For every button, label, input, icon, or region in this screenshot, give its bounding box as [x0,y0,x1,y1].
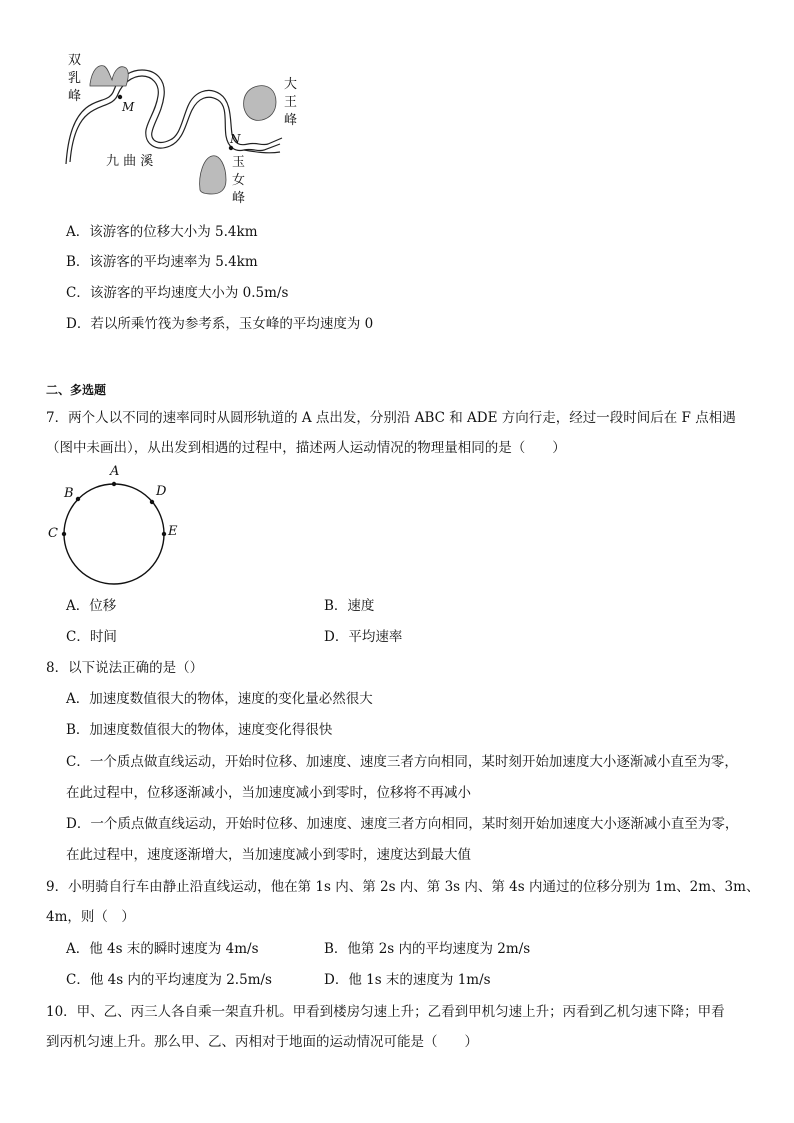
point-c-dot [62,532,66,536]
q7-option-c: C．时间 [66,629,117,645]
yunv-char-3: 峰 [232,191,246,206]
q8-stem: 8．以下说法正确的是（） [46,660,204,676]
q8-option-c-line1: C．一个质点做直线运动，开始时位移、加速度、速度三者方向相同，某时刻开始加速度大小逐渐减小直至为零， [66,754,738,770]
circle-label-e: E [168,524,178,539]
circle-label-a: A [110,464,120,479]
circle-label-d: D [156,484,167,499]
yunv-peak-shape [200,156,226,194]
jiuqu-river-map [58,40,308,215]
dawang-char-2: 王 [284,95,298,110]
q7-stem-line1: 7．两个人以不同的速率同时从圆形轨道的 A 点出发，分别沿 ABC 和 ADE 方向行走，经过一段时间后在 F 点相遇 [46,410,736,426]
point-n-dot [229,146,233,150]
shuangru-peak-shape [90,66,128,86]
point-n-label: N [230,132,241,146]
q9-option-b: B．他第 2s 内的平均速度为 2m/s [324,941,531,957]
q8-option-b: B．加速度数值很大的物体，速度变化得很快 [66,722,333,738]
circular-track-figure [42,462,192,592]
point-m-dot [118,95,122,99]
q7-option-a: A．位移 [66,598,117,614]
point-a-dot [112,482,116,486]
point-e-dot [162,532,166,536]
q9-option-c: C．他 4s 内的平均速度为 2.5m/s [66,972,272,988]
section-title: 二、多选题 [46,383,107,397]
dawang-peak-shape [244,86,276,121]
point-m-label: M [122,100,135,114]
q9-option-a: A．他 4s 末的瞬时速度为 4m/s [66,941,259,957]
q7-stem-line2: （图中未画出），从出发到相遇的过程中，描述两人运动情况的物理量相同的是（ ） [46,440,566,456]
q8-option-c-line2: 在此过程中，位移逐渐减小，当加速度减小到零时，位移将不再减小 [66,785,471,801]
q6-option-a: A．该游客的位移大小为 5.4km [66,224,258,240]
q9-stem-line1: 9．小明骑自行车由静止沿直线运动，他在第 1s 内、第 2s 内、第 3s 内、第 4s 内通过的位移分别为 1m、2m、3m、 [46,879,760,895]
shuangru-label [68,52,81,106]
point-b-dot [76,497,80,501]
dawang-label [284,76,297,130]
dawang-char-1: 大 [284,77,298,92]
dawang-char-3: 峰 [284,113,298,128]
q6-option-d: D．若以所乘竹筏为参考系，玉女峰的平均速度为 0 [66,316,374,332]
q8-option-a: A．加速度数值很大的物体，速度的变化量必然很大 [66,691,373,707]
shuangru-char-1: 双 [68,53,82,68]
q7-option-d: D．平均速率 [324,629,403,645]
yunv-char-1: 玉 [232,155,246,170]
river-map-svg [58,40,308,215]
jiuqu-label: 九 曲 溪 [106,154,154,169]
river-path [70,76,280,162]
q9-stem-line2: 4m，则（ ） [46,909,135,925]
q9-option-d: D．他 1s 末的速度为 1m/s [324,972,491,988]
yunv-label [232,154,245,208]
q8-option-d-line1: D．一个质点做直线运动，开始时位移、加速度、速度三者方向相同，某时刻开始加速度大小逐渐减小直至为零， [66,816,739,832]
shuangru-char-3: 峰 [68,89,82,104]
q7-option-b: B．速度 [324,598,375,614]
q6-option-b: B．该游客的平均速率为 5.4km [66,254,258,270]
point-d-dot [150,500,154,504]
yunv-char-2: 女 [232,173,246,188]
shuangru-char-2: 乳 [68,71,82,86]
q8-option-d-line2: 在此过程中，速度逐渐增大，当加速度减小到零时，速度达到最大值 [66,847,471,863]
circle-label-b: B [64,486,74,501]
q10-stem-line1: 10．甲、乙、丙三人各自乘一架直升机。甲看到楼房匀速上升；乙看到甲机匀速上升；丙看到乙机匀速下降；甲看 [46,1004,725,1020]
q6-option-c: C．该游客的平均速度大小为 0.5m/s [66,285,289,301]
q10-stem-line2: 到丙机匀速上升。那么甲、乙、丙相对于地面的运动情况可能是（ ） [46,1034,478,1050]
circle-label-c: C [48,526,58,541]
